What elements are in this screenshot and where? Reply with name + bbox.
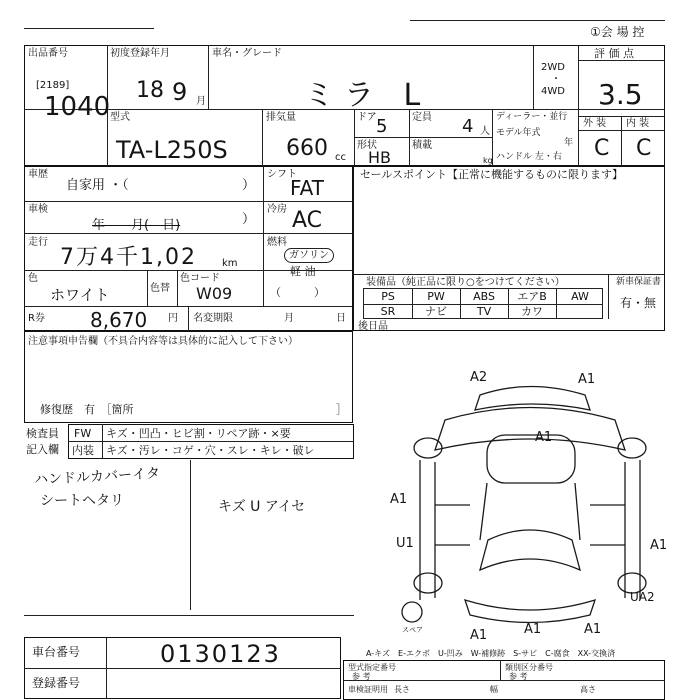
displacement-value: 660 xyxy=(286,136,328,161)
type-spec-label: 型式指定番号 xyxy=(348,663,396,672)
ac-value: AC xyxy=(292,208,323,233)
lot-sub: [2189] xyxy=(36,80,70,91)
sales-label: セールスポイント【正常に機能するものに限ります】 xyxy=(360,168,624,181)
capacity-value: 4 xyxy=(462,116,474,137)
car-name: ミラ L xyxy=(304,78,431,113)
mark-bottom-a1-right: A1 xyxy=(584,622,602,637)
month-unit: 月 xyxy=(196,96,206,107)
door-label: ドア xyxy=(357,112,377,123)
fuel-label: 燃料 xyxy=(267,237,287,248)
color-code-label: 色コード xyxy=(180,273,220,284)
fw-items: キズ・凹凸・ヒビ割・リペア跡・×要 xyxy=(106,427,291,440)
day-label: 日 xyxy=(336,313,346,324)
inspector-label-2: 記入欄 xyxy=(26,443,59,456)
person-unit: 人 xyxy=(480,126,490,137)
reg-label: 登録番号 xyxy=(32,676,81,690)
height-label: 高さ xyxy=(580,685,596,694)
category-ref: 参 考 xyxy=(509,672,528,681)
equip-ps: PS xyxy=(381,290,395,303)
handle-label: ハンドル 左・右 xyxy=(496,152,562,162)
mileage-value: 7万4千1,02 xyxy=(60,245,197,270)
mark-left-u1: U1 xyxy=(396,536,414,551)
drive-4wd: 4WD xyxy=(541,86,565,97)
model-label: 型式 xyxy=(110,112,130,123)
equip-sr: SR xyxy=(380,305,396,318)
drive-dot: ・ xyxy=(551,74,561,85)
equip-aw: AW xyxy=(571,290,589,303)
first-reg-month: 9 xyxy=(172,78,188,106)
top-right-text: ①会 場 控 xyxy=(590,25,645,39)
equip-abs: ABS xyxy=(473,290,495,303)
fuel-gasoline: ガソリン xyxy=(284,248,334,263)
interior-label: 内 装 xyxy=(626,118,650,129)
name-label: 車名・グレード xyxy=(212,48,282,59)
year-unit: 年 xyxy=(564,138,574,148)
shape-label: 形状 xyxy=(357,140,377,151)
handwritten-left-1: ハンドルカバーイタ xyxy=(33,465,161,489)
equipment-label: 装備品（純正品に限り○をつけてください） xyxy=(366,277,565,288)
notes-label: 注意事項申告欄（不具合内容等は具体的に記入して下さい） xyxy=(28,336,298,347)
repair-label: 修復歴 有 ［箇所 xyxy=(40,403,134,416)
interior-inspect-label: 内装 xyxy=(72,444,94,457)
shift-value: FAT xyxy=(290,176,325,200)
fw-label: FW xyxy=(74,427,92,440)
first-reg-label: 初度登録年月 xyxy=(110,48,170,59)
mileage-label: 走行 xyxy=(28,237,48,248)
mark-rear-ua2: UA2 xyxy=(630,590,655,604)
spare-label: スペア xyxy=(402,626,423,634)
warranty-value: 有・無 xyxy=(620,296,657,310)
inspection-label: 車検 xyxy=(28,204,48,215)
rating-value: 3.5 xyxy=(598,78,643,111)
rear-seat-label: 後日品 xyxy=(358,321,388,332)
load-label: 積載 xyxy=(412,140,432,151)
kg-unit: kg xyxy=(483,156,493,165)
name-change-label: 名変期限 xyxy=(193,313,233,324)
lot-label: 出品番号 xyxy=(28,48,68,59)
handwritten-left-2: シートヘタリ xyxy=(40,493,124,509)
width-label: 幅 xyxy=(490,685,498,694)
exterior-label: 外 装 xyxy=(583,118,607,129)
mark-bottom-a1-mid: A1 xyxy=(524,622,542,637)
vin-cert-label: 車検証明用 xyxy=(348,685,388,694)
handwritten-right: キズ U アイセ xyxy=(218,499,306,515)
length-label: 長さ xyxy=(394,685,410,694)
exterior-value: C xyxy=(594,136,610,161)
type-spec-ref: 参 考 xyxy=(352,672,371,681)
mark-left-a1: A1 xyxy=(390,492,408,507)
model-value: TA-L250S xyxy=(116,136,228,164)
equip-pw: PW xyxy=(427,290,445,303)
yen-unit: 円 xyxy=(168,313,178,324)
equip-airbag: エアB xyxy=(517,290,547,303)
displacement-label: 排気量 xyxy=(266,112,296,123)
equip-navi: ナビ xyxy=(425,305,447,318)
recycle-label: R券 xyxy=(28,313,45,324)
color-value: ホワイト xyxy=(50,286,110,304)
mark-hood-a1: A1 xyxy=(535,430,553,445)
model-year-label: モデル年式 xyxy=(496,128,541,138)
inspector-label-1: 検査員 xyxy=(26,427,59,440)
cc-unit: cc xyxy=(335,152,346,163)
history-close: ） xyxy=(242,178,256,193)
capacity-label: 定員 xyxy=(412,112,432,123)
fuel-light-oil: 軽 油 xyxy=(290,265,316,278)
mark-right-a1: A1 xyxy=(650,538,668,553)
equip-tv: TV xyxy=(476,305,492,318)
interior-items: キズ・汚レ・コゲ・穴・スレ・キレ・破レ xyxy=(106,444,315,457)
shift-label: シフト xyxy=(267,169,297,180)
ac-label: 冷房 xyxy=(267,204,287,215)
color-no-label: 色替 xyxy=(150,283,170,294)
history-label: 車歴 xyxy=(28,169,48,180)
dealer-label: ディーラー・並行 xyxy=(496,112,568,122)
color-code-value: W09 xyxy=(196,284,233,303)
chassis-label: 車台番号 xyxy=(32,645,81,659)
inspection-value: 年 月( 日) xyxy=(92,218,181,233)
history-value: 自家用 ・（ xyxy=(66,178,129,193)
shape-value: HB xyxy=(368,148,392,167)
month-label: 月 xyxy=(284,313,294,324)
drive-2wd: 2WD xyxy=(541,62,565,73)
rating-label: 評 価 点 xyxy=(594,47,634,60)
repair-close: ］ xyxy=(336,403,347,416)
first-reg-year: 18 xyxy=(136,78,164,103)
door-value: 5 xyxy=(376,116,388,137)
lot-number: 1040 xyxy=(44,92,111,122)
mark-bottom-a1-left: A1 xyxy=(470,628,488,643)
mark-front-a2: A2 xyxy=(470,370,488,385)
category-label: 類別区分番号 xyxy=(505,663,553,672)
inspection-close: ） xyxy=(242,212,256,227)
chassis-value: 0130123 xyxy=(160,640,281,668)
color-label: 色 xyxy=(28,273,38,284)
interior-value: C xyxy=(636,136,652,161)
mark-front-a1: A1 xyxy=(578,372,596,387)
fuel-paren: （ ） xyxy=(270,286,325,299)
damage-legend: A-キズ E-エクボ U-凹み W-補修跡 S-サビ C-腐食 XX-交換済 xyxy=(366,649,616,658)
warranty-label: 新車保証書 xyxy=(616,277,662,287)
km-unit: km xyxy=(222,258,238,269)
recycle-value: 8,670 xyxy=(90,308,148,332)
equip-leather: カワ xyxy=(521,305,543,318)
